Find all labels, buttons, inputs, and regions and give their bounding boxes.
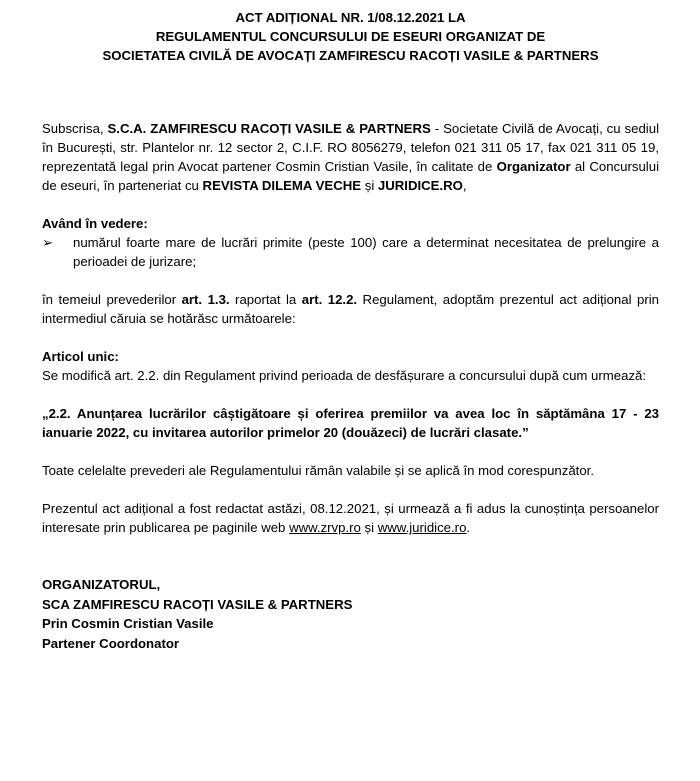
prezentul-text-3: . — [466, 520, 471, 535]
vedere-bullet-text: numărul foarte mare de lucrări primite (peste 100) care a determinat necesitatea de prelungire a perioadei de jurizare; — [73, 235, 659, 269]
prezentul-text-2: și — [360, 520, 378, 535]
signature-line-2: SCA ZAMFIRESCU RACOȚI VASILE & PARTNERS — [42, 596, 353, 612]
prezentul-paragraph — [42, 499, 659, 537]
vedere-heading: Având în vedere: — [42, 216, 148, 231]
company-name: S.C.A. ZAMFIRESCU RACOȚI VASILE & PARTNERS — [107, 121, 431, 136]
title-line-1: ACT ADIȚIONAL NR. 1/08.12.2021 LA — [235, 10, 466, 25]
title-line-2: REGULAMENTUL CONCURSULUI DE ESEURI ORGANIZAT DE — [155, 29, 546, 44]
temei-text-3: Regulament, adoptăm prezentul act adițional prin intermediul căruia se hotărăsc următoarele: — [42, 292, 659, 326]
signature-block — [42, 575, 659, 653]
temei-ref-1: art. 1.3. — [181, 292, 230, 307]
organizer-role: Organizator — [496, 159, 571, 174]
articol-heading: Articol unic: — [42, 349, 119, 364]
amendment-quote: „2.2. Anunțarea lucrărilor câștigătoare și oferirea premiilor va avea loc în săptămâna 17 - 23 ianuarie 2022, cu invitarea autorilor primelor 20 (douăzeci) de lucrări clasate.” — [42, 406, 659, 440]
intro-text-1: - Societate Civilă de Avocați, cu sediul în București, str. Plantelor nr. 12 sector 2, C.I.F. RO 8056279, telefon 021 311 05 17, fax 021 311 05 19, reprezentată legal prin Avocat partener Cosmin Cristian Vasile, în calitate de — [42, 121, 660, 174]
partner-juridice: JURIDICE.RO — [377, 178, 463, 193]
link-juridice[interactable]: www.juridice.ro — [377, 520, 467, 535]
temei-text-1: în temeiul prevederilor — [42, 292, 182, 307]
signature-line-4: Partener Coordonator — [42, 635, 180, 651]
temei-paragraph — [42, 290, 659, 328]
link-zrvp[interactable]: www.zrvp.ro — [289, 520, 361, 535]
document-title — [42, 8, 659, 65]
intro-text-4: , — [462, 178, 467, 193]
vedere-bullet-item — [42, 233, 659, 271]
signature-line-1: ORGANIZATORUL, — [42, 577, 161, 592]
partner-dilema-veche: REVISTA DILEMA VECHE — [202, 178, 362, 193]
arrow-bullet-icon: ➢ — [42, 235, 54, 250]
intro-lead: Subscrisa, — [42, 121, 108, 136]
temei-text-2: raportat la — [229, 292, 302, 307]
intro-text-3: și — [361, 178, 378, 193]
intro-paragraph — [42, 119, 659, 195]
prezentul-text-1: Prezentul act adițional a fost redactat astăzi, 08.12.2021, și urmează a fi adus la cunoștința persoanelor interesate prin publicarea pe paginile web — [42, 501, 659, 535]
document-page — [42, 8, 659, 653]
temei-ref-2: art. 12.2. — [301, 292, 358, 307]
signature-line-3: Prin Cosmin Cristian Vasile — [42, 616, 214, 631]
toate-paragraph: Toate celelalte prevederi ale Regulamentului rămân valabile și se aplică în mod corespunzător. — [42, 463, 594, 478]
intro-text-2: al Concursului de eseuri, în parteneriat cu — [42, 159, 659, 193]
title-line-3: SOCIETATEA CIVILĂ DE AVOCAȚI ZAMFIRESCU RACOȚI VASILE & PARTNERS — [102, 48, 599, 63]
articol-text: Se modifică art. 2.2. din Regulament privind perioada de desfășurare a concursului după cum urmează: — [42, 368, 647, 383]
